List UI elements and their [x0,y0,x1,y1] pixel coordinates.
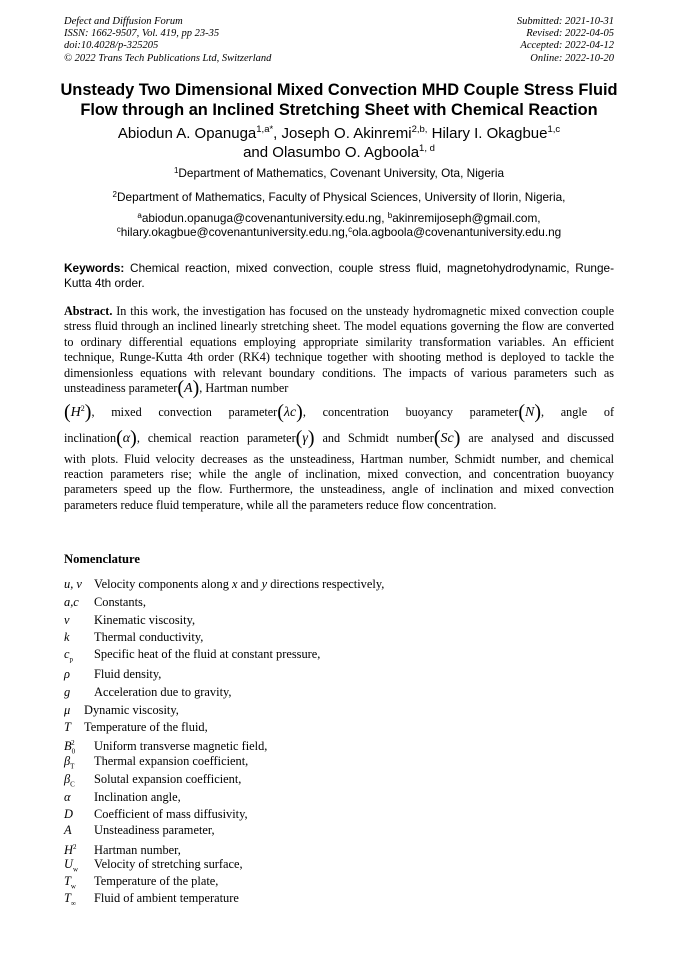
journal-copyright: © 2022 Trans Tech Publications Ltd, Switzerland [64,52,272,64]
abstract-text: , mixed convection parameter [91,405,278,420]
abstract-text: , angle of [541,405,615,420]
email-sup: a [137,211,142,220]
nomenclature-symbol: g [64,685,71,699]
nomenclature-symbol: a,c [64,595,79,609]
nomenclature-item [64,577,624,592]
email-sup: c [348,225,353,234]
nomenclature-desc: Velocity components along [94,577,232,591]
abstract-text: are analysed and discussed [460,431,614,445]
nomenclature-item [64,685,624,700]
abstract-text: In this work, the investigation has focused on the unsteady hydromagnetic mixed convection couple stress fluid through an inclined linearly stretching sheet. The model equations governing the flow are converted to ordinary differential equations employing appropriate similarity transformation variables. An efficient technique, Runge-Kutta 4th order (RK4) technique together with shooting method is deployed to tackle the dimensionless equations with relevant boundary conditions. The impacts of various parameters such as unsteadiness parameter [64,304,614,396]
symbol-base: B [64,739,72,754]
abstract-math-line-2: inclination(α), chemical reaction parameter(γ) and Schmidt number(Sc) are analysed and discussed [64,427,614,449]
nomenclature-item [64,647,624,667]
affil-sup: 2 [112,190,117,199]
email-address[interactable]: abiodun.opanuga@covenantuniversity.edu.ng, [141,211,388,225]
keywords-section [64,261,614,291]
nomenclature-desc: directions respectively, [267,577,385,591]
author-name: Hilary I. Okagbue [427,125,548,142]
symbol-base: T [64,891,71,905]
email-sup: b [387,211,393,220]
nomenclature-desc: Specific heat of the fluid at constant pressure, [94,647,321,661]
nomenclature-desc: Constants, [94,595,146,609]
symbol-N: N [525,405,535,421]
date-accepted: Accepted: 2022-04-12 [520,40,614,52]
journal-info [64,16,271,65]
date-submitted: Submitted: 2021-10-31 [516,16,614,27]
nomenclature-desc: x [232,577,238,591]
nomenclature-item [64,891,624,911]
abstract-text: and Schmidt number [314,431,434,445]
symbol-gamma: γ [302,431,308,446]
keywords-label: Keywords: [64,261,125,275]
symbol-base: T [64,874,71,888]
journal-doi: doi:10.4028/p-325205 [64,40,159,52]
nomenclature-desc: Dynamic viscosity, [84,703,179,717]
nomenclature-desc: Uniform transverse magnetic field, [94,739,268,754]
nomenclature-symbol [64,647,94,667]
nomenclature-item [64,807,624,822]
nomenclature-desc: Hartman number, [94,843,181,858]
nomenclature-item [64,630,624,645]
affil-sup: 1 [173,166,179,175]
keywords-text: Chemical reaction, mixed convection, couple stress fluid, magnetohydrodynamic, Runge-Kutta 4th order. [64,261,614,290]
date-revised: Revised: 2022-04-05 [526,28,614,40]
nomenclature-item [64,720,624,735]
title-line-2: Flow through an Inclined Stretching Sheet with Chemical Reaction [80,100,598,119]
paper-title [40,81,638,120]
nomenclature-item [64,667,624,682]
nomenclature-symbol [64,891,94,911]
abstract-math-line-1: $(H^2)$, mixed convection parameter(λc), concentration buoyancy parameter(N), angle of [64,401,615,424]
abstract-text-2: with plots. Fluid velocity decreases as the unsteadiness, Hartman number, Schmidt number, and chemical reaction parameters rise; while the angle of inclination, mixed convection, and concentration buoyancy parameters speed up the flow. Furthermore, the unsteadiness, angle of inclination and mixed convection parameters reduce fluid temperature, while all the parameters reduce flow concentration. [64,451,614,512]
author-line-1 [40,124,638,143]
symbol-sup: 2 [71,739,75,747]
symbol-sub: C [70,780,75,789]
abstract-text: , Hartman number [199,381,289,396]
symbol-sub: p [69,655,73,664]
affiliation-2 [40,190,638,204]
nomenclature-desc: Solutal expansion coefficient, [94,772,242,786]
affiliation-1 [40,166,638,180]
submission-dates [517,16,614,65]
nomenclature-symbol: α [64,790,71,804]
nomenclature-symbol: ν [64,613,70,627]
email-line-1 [40,211,638,225]
author-affil-sup: 2,b, [411,124,428,135]
nomenclature-item [64,595,624,610]
nomenclature-desc: y [261,577,268,591]
symbol-A: A [184,381,193,397]
nomenclature-symbol [64,840,94,858]
nomenclature-symbol: D [64,807,73,821]
email-address[interactable]: hilary.okagbue@covenantuniversity.edu.ng, [120,225,349,239]
nomenclature-desc: Coefficient of mass diffusivity, [94,807,248,821]
affil-text: Department of Mathematics, Faculty of Physical Sciences, University of Ilorin, Nigeria, [117,190,566,204]
symbol-base: β [64,772,71,786]
nomenclature-desc: Temperature of the fluid, [84,720,208,734]
nomenclature-desc: Velocity of stretching surface, [94,857,243,871]
nomenclature-desc: Thermal conductivity, [94,630,204,644]
author-line-2 [40,143,638,162]
symbol-base: H [64,843,73,858]
symbol-alpha: α [122,431,131,446]
symbol-H: H [70,405,81,421]
journal-issn: ISSN: 1662-9507, Vol. 419, pp 23-35 [64,28,220,40]
nomenclature-symbol: k [64,630,70,644]
author-name: and Olasumbo O. Agboola [243,144,420,161]
author-affil-sup: 1,c [547,124,561,135]
nomenclature-item [64,840,624,858]
author-affil-sup: 1, d [419,143,435,154]
nomenclature-item [64,703,624,718]
abstract-section [64,304,614,513]
email-address[interactable]: ola.agboola@covenantuniversity.edu.ng [352,225,562,239]
nomenclature-desc: Fluid density, [94,667,162,681]
abstract-text: inclination [64,431,117,445]
abstract-text: , concentration buoyancy parameter [302,405,519,420]
abstract-label: Abstract. [64,304,113,318]
journal-name: Defect and Diffusion Forum [64,16,183,27]
nomenclature-desc: Thermal expansion coefficient, [94,754,249,768]
symbol-base: c [64,647,70,661]
author-name: Abiodun A. Opanuga [117,125,257,142]
symbol-sub: 0 [71,747,76,756]
symbol-Sc: Sc [440,431,454,446]
nomenclature-symbol: μ [64,703,71,717]
symbol-H-exp: 2 [80,404,85,414]
nomenclature-symbol: ρ [64,667,70,681]
nomenclature-item [64,823,624,838]
symbol-sub: w [72,865,79,874]
email-address[interactable]: akinremijoseph@gmail.com, [392,211,541,225]
nomenclature-symbol: A [64,823,72,837]
symbol-base: β [64,754,71,768]
nomenclature-desc: Kinematic viscosity, [94,613,196,627]
author-list [40,124,638,162]
nomenclature-desc: and [237,577,262,591]
nomenclature-desc: Temperature of the plate, [94,874,219,888]
abstract-body: Abstract. In this work, the investigation has focused on the unsteady hydromagnetic mixed convection couple stress fluid through an inclined linearly stretching sheet. The model equations governing the flow are converted to ordinary differential equations employing appropriate similarity transformation variables. An efficient technique, Runge-Kutta 4th order (RK4) technique together with shooting method is deployed to tackle the dimensionless equations with relevant boundary conditions. The impacts of various parameters such as unsteadiness parameter(A), Hartman number [64,304,614,400]
symbol-sub: T [70,762,75,771]
nomenclature-item [64,790,624,805]
title-line-1: Unsteady Two Dimensional Mixed Convection MHD Couple Stress Fluid [60,81,618,99]
nomenclature-item [64,613,624,628]
abstract-text: , chemical reaction parameter [136,431,296,445]
symbol-sub: ∞ [70,899,76,908]
symbol-lambda-c: λc [283,405,297,421]
nomenclature-symbol: T [64,720,71,734]
affil-text: Department of Mathematics, Covenant University, Ota, Nigeria [178,166,505,180]
author-affil-sup: 1,a* [256,124,274,135]
nomenclature-desc: Unsteadiness parameter, [94,823,215,837]
nomenclature-desc: Fluid of ambient temperature [94,891,239,905]
author-name: , Joseph O. Akinremi [273,125,412,142]
nomenclature-desc: Inclination angle, [94,790,181,804]
nomenclature-heading: Nomenclature [64,552,141,566]
email-sup: c [116,225,121,234]
symbol-sub: w [70,882,76,891]
nomenclature-desc: Acceleration due to gravity, [94,685,232,699]
symbol-sup: 2 [72,843,77,851]
email-line-2 [40,225,638,239]
date-online: Online: 2022-10-20 [530,52,614,64]
symbol-base: U [64,857,73,871]
nomenclature-symbol: u, v [64,577,82,591]
